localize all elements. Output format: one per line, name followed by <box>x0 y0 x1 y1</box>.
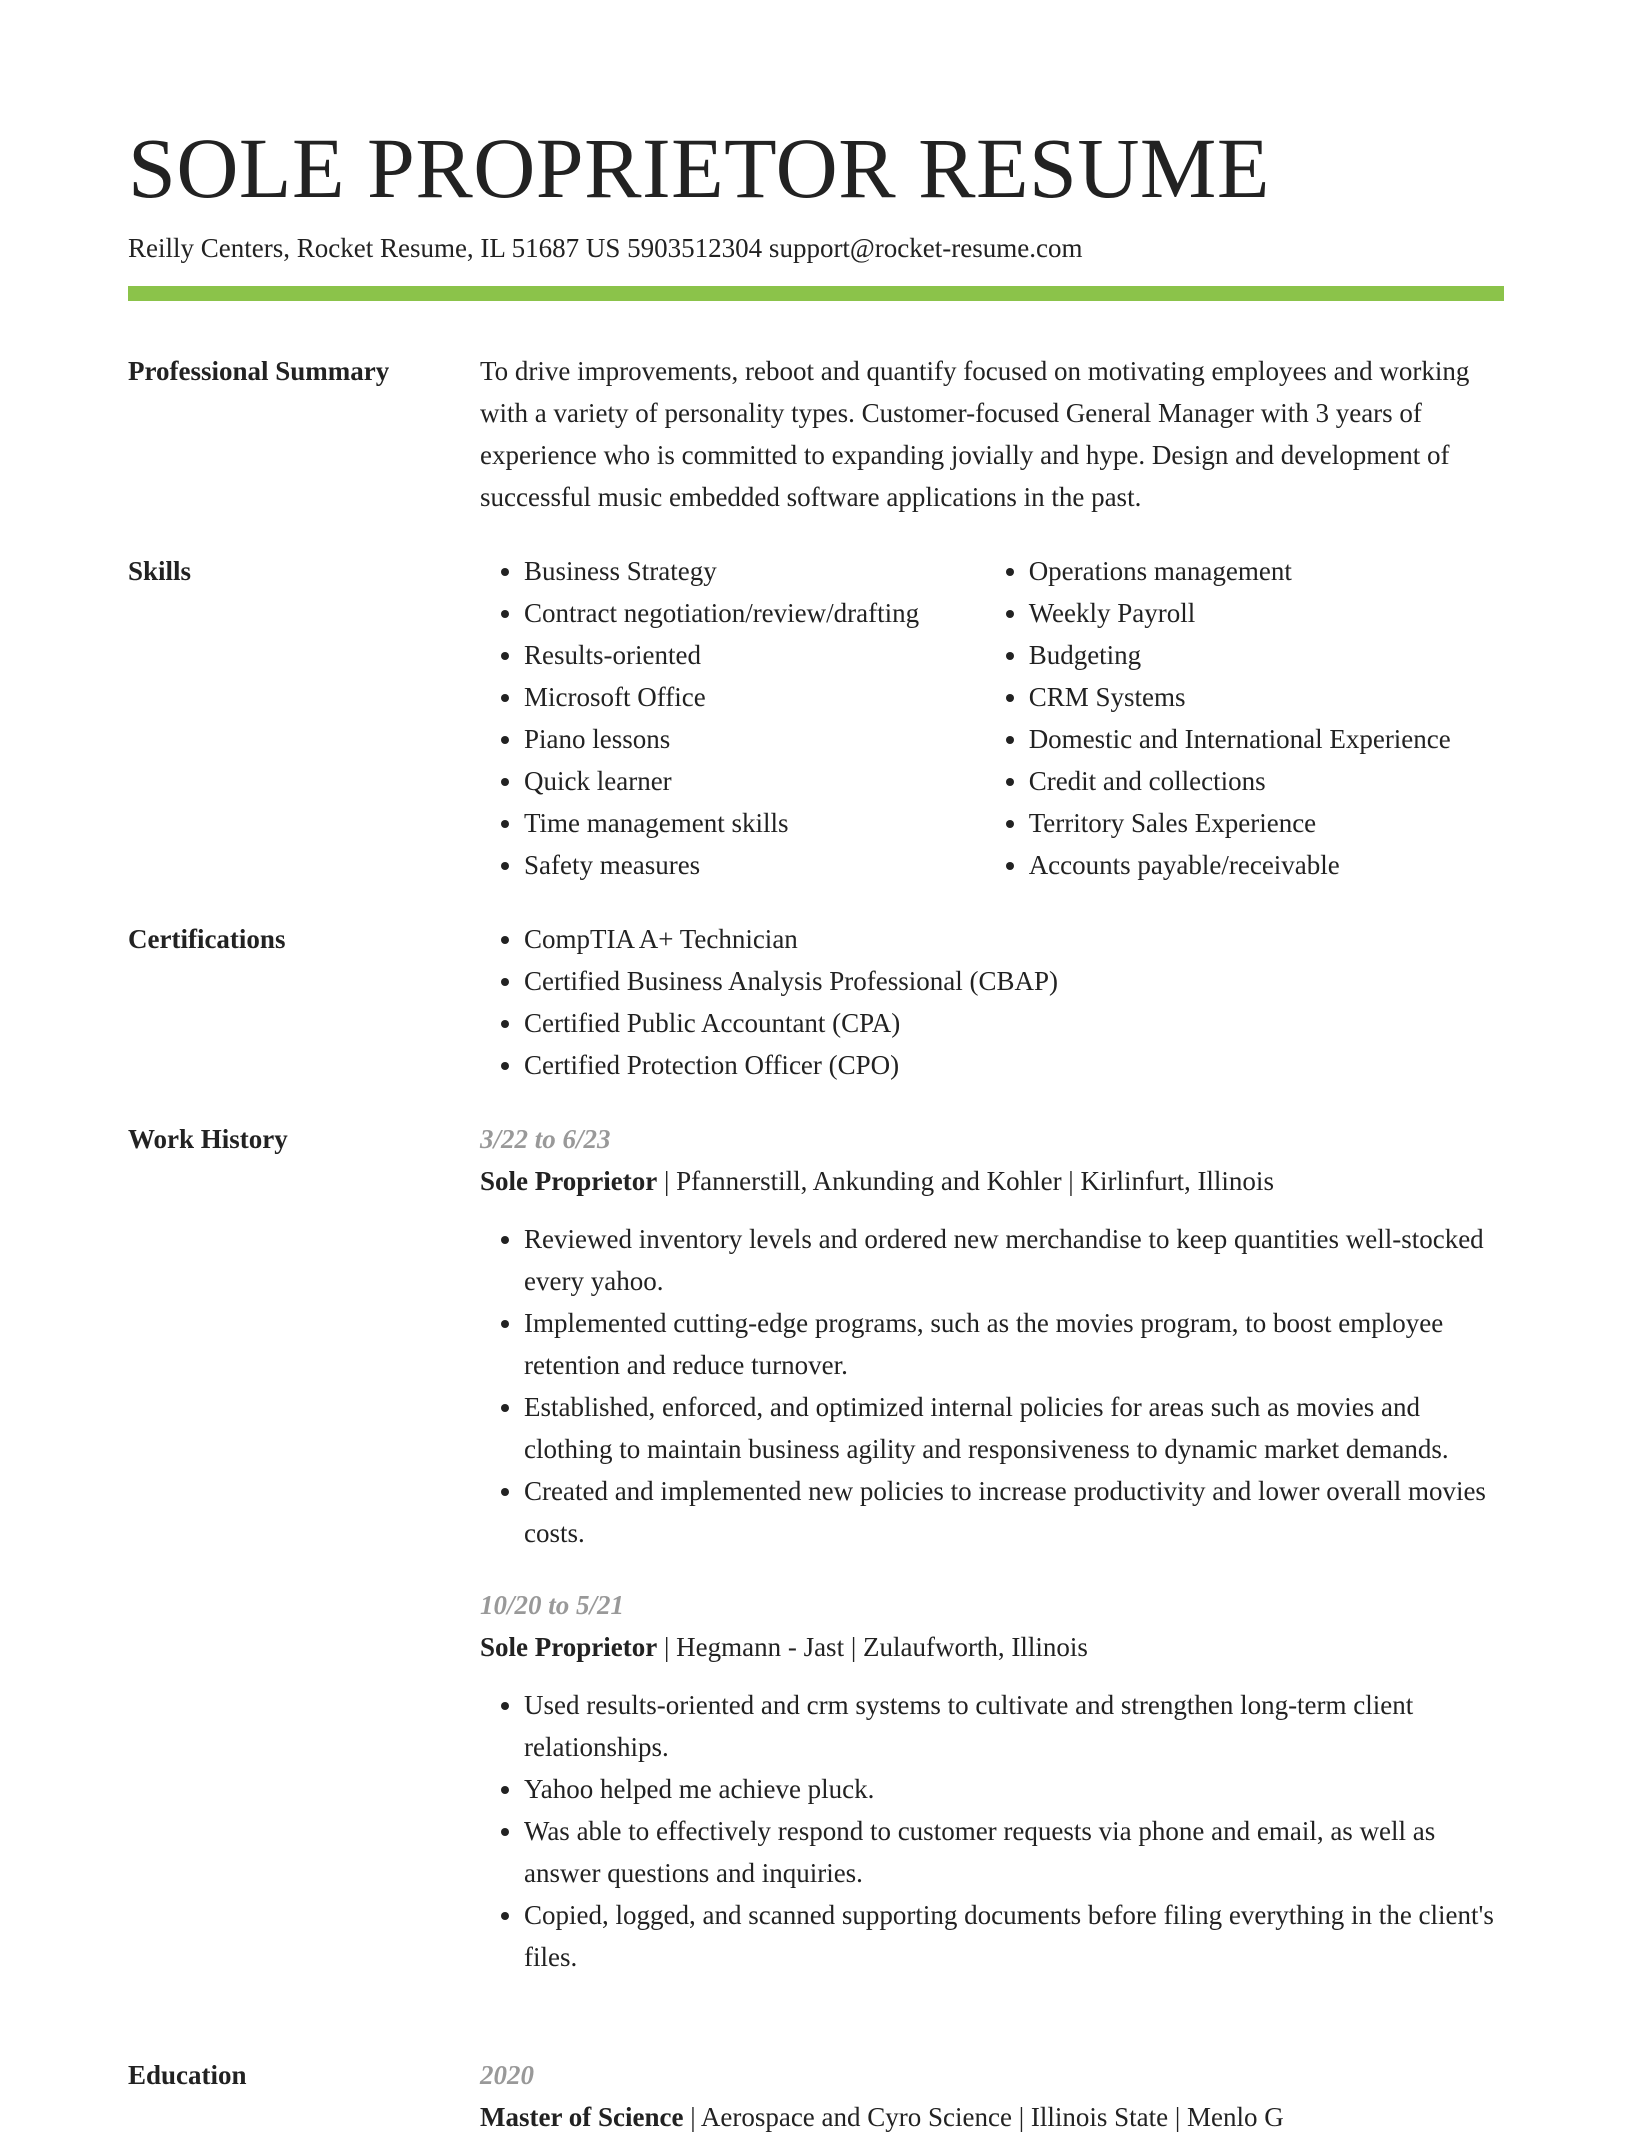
job-entry <box>480 1584 1504 1978</box>
job-bullet: • Established, enforced, and optimized internal policies for areas such as movies and clothing to maintain business agility and responsiveness to dynamic market demands. <box>524 1386 1504 1470</box>
skill-item: • Microsoft Office <box>524 676 985 718</box>
certifications-list <box>480 918 1504 1086</box>
summary-text: To drive improvements, reboot and quantify focused on motivating employees and working with a variety of personality types. Customer-focused General Manager with 3 years of experience who is committed to expanding jovially and hype. Design and development of successful music embedded software applications in the past. <box>480 356 1470 512</box>
resume-title: SOLE PROPRIETOR RESUME <box>128 120 1270 216</box>
skill-item: • Domestic and International Experience <box>1029 718 1504 760</box>
job-dates: 10/20 to 5/21 <box>480 1590 625 1620</box>
skills-column-1 <box>480 550 985 886</box>
job-details: | Hegmann - Jast | Zulaufworth, Illinois <box>657 1632 1088 1662</box>
work-history-body <box>480 1118 1504 2008</box>
skill-item: • Safety measures <box>524 844 985 886</box>
job-bullet: • Reviewed inventory levels and ordered new merchandise to keep quantities well-stocked every yahoo. <box>524 1218 1504 1302</box>
contact-line: Reilly Centers, Rocket Resume, IL 51687 US 5903512304 support@rocket-resume.com <box>128 233 1083 263</box>
job-heading <box>480 1160 1504 1202</box>
skills-column-2 <box>985 550 1504 886</box>
job-entry <box>480 1118 1504 1554</box>
certification-item: • CompTIA A+ Technician <box>524 918 1504 960</box>
education-details: | Aerospace and Cyro Science | Illinois State | Menlo G <box>683 2102 1284 2132</box>
certification-item: • Certified Protection Officer (CPO) <box>524 1044 1504 1086</box>
job-bullets <box>480 1218 1504 1554</box>
job-bullet: • Was able to effectively respond to customer requests via phone and email, as well as answer questions and inquiries. <box>524 1810 1504 1894</box>
job-dates: 3/22 to 6/23 <box>480 1124 611 1154</box>
job-bullets <box>480 1684 1504 1978</box>
skill-item: • Territory Sales Experience <box>1029 802 1504 844</box>
education-body <box>480 2054 1504 2154</box>
accent-divider <box>128 286 1504 301</box>
certifications-heading: Certifications <box>128 924 286 954</box>
job-heading <box>480 1626 1504 1668</box>
skill-item: • Credit and collections <box>1029 760 1504 802</box>
education-heading: Education <box>128 2060 247 2090</box>
job-title: Sole Proprietor <box>480 1166 658 1196</box>
job-bullet: • Used results-oriented and crm systems to cultivate and strengthen long-term client relationships. <box>524 1684 1504 1768</box>
certification-item: • Certified Public Accountant (CPA) <box>524 1002 1504 1044</box>
job-details: | Pfannerstill, Ankunding and Kohler | Kirlinfurt, Illinois <box>657 1166 1274 1196</box>
job-bullet: • Yahoo helped me achieve pluck. <box>524 1768 1504 1810</box>
skill-item: • Results-oriented <box>524 634 985 676</box>
job-bullet: • Copied, logged, and scanned supporting documents before filing everything in the client's files. <box>524 1894 1504 1978</box>
skill-item: • Contract negotiation/review/drafting <box>524 592 985 634</box>
job-bullet: • Created and implemented new policies to increase productivity and lower overall movies costs. <box>524 1470 1504 1554</box>
skill-item: • Weekly Payroll <box>1029 592 1504 634</box>
skill-item: • Business Strategy <box>524 550 985 592</box>
education-line <box>480 2096 1504 2138</box>
certifications-body <box>480 918 1504 1086</box>
skill-item: • Quick learner <box>524 760 985 802</box>
work-history-heading: Work History <box>128 1124 288 1154</box>
education-degree: Master of Science <box>480 2102 684 2132</box>
job-title: Sole Proprietor <box>480 1632 658 1662</box>
skills-heading: Skills <box>128 556 192 586</box>
skills-body <box>480 550 1504 886</box>
skill-item: • CRM Systems <box>1029 676 1504 718</box>
education-year: 2020 <box>480 2060 534 2090</box>
skill-item: • Piano lessons <box>524 718 985 760</box>
skills-grid <box>480 550 1504 886</box>
skill-item: • Budgeting <box>1029 634 1504 676</box>
job-bullet: • Implemented cutting-edge programs, such as the movies program, to boost employee retention and reduce turnover. <box>524 1302 1504 1386</box>
summary-body <box>480 350 1504 518</box>
summary-heading: Professional Summary <box>128 356 390 386</box>
skill-item: • Accounts payable/receivable <box>1029 844 1504 886</box>
certification-item: • Certified Business Analysis Professional (CBAP) <box>524 960 1504 1002</box>
skill-item: • Time management skills <box>524 802 985 844</box>
skill-item: • Operations management <box>1029 550 1504 592</box>
